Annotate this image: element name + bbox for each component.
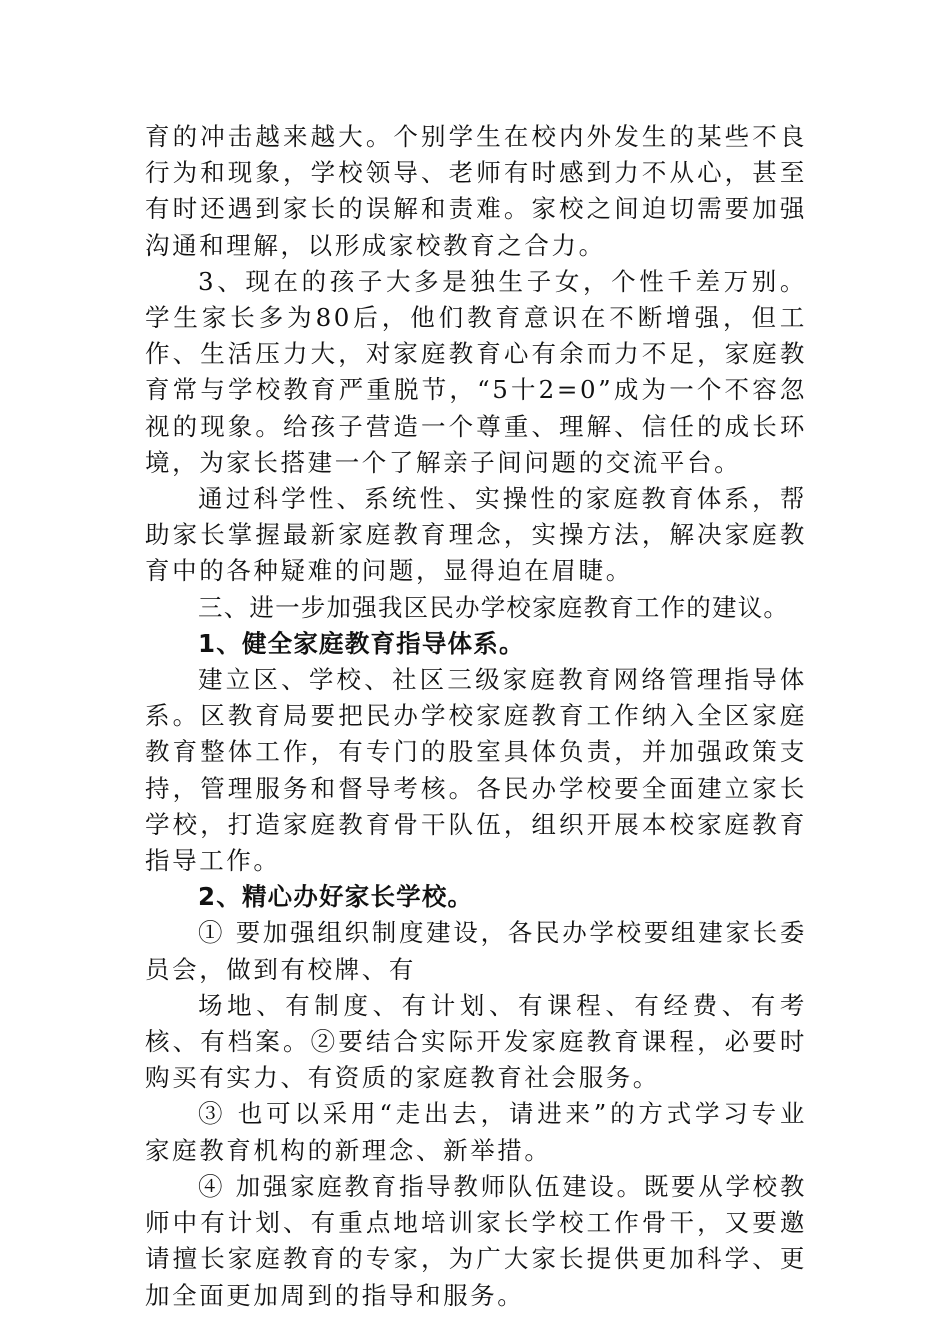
subheading-1: 1、健全家庭教育指导体系。: [198, 628, 525, 658]
body-paragraph-7: ③ 也可以采用“走出去，请进来”的方式学习专业家庭教育机构的新理念、新举措。: [145, 1099, 807, 1165]
body-paragraph-5: ① 要加强组织制度建设，各民办学校要组建家长委员会，做到有校牌、有: [145, 918, 807, 984]
subheading-2: 2、精心办好家长学校。: [198, 882, 474, 912]
body-paragraph-3: 通过科学性、系统性、实操性的家庭教育体系，帮助家长掌握最新家庭教育理念，实操方法，解决家庭教育中的各种疑难的问题，显得迫在眉睫。: [145, 484, 807, 586]
body-paragraph-8: ④ 加强家庭教育指导教师队伍建设。既要从学校教师中有计划、有重点地培训家长学校工作骨干，又要邀请擅长家庭教育的专家，为广大家长提供更加科学、更加全面更加周到的指导和服务。: [145, 1171, 807, 1310]
document-page: [145, 119, 807, 1314]
body-paragraph-2: 3、现在的孩子大多是独生子女，个性千差万别。学生家长多为80后，他们教育意识在不断增强，但工作、生活压力大，对家庭教育心有余而力不足，家庭教育常与学校教育严重脱节，“5十2=0”成为一个不容忽视的现象。给孩子营造一个尊重、理解、信任的成长环境，为家长搭建一个了解亲子间问题的交流平台。: [145, 266, 807, 477]
body-paragraph-4: 建立区、学校、社区三级家庭教育网络管理指导体系。区教育局要把民办学校家庭教育工作纳入全区家庭教育整体工作，有专门的股室具体负责，并加强政策支持，管理服务和督导考核。各民办学校要全面建立家长学校，打造家庭教育骨干队伍，组织开展本校家庭教育指导工作。: [145, 665, 807, 876]
body-paragraph-1: 育的冲击越来越大。个别学生在校内外发生的某些不良行为和现象，学校领导、老师有时感到力不从心，甚至有时还遇到家长的误解和责难。家校之间迫切需要加强沟通和理解，以形成家校教育之合力。: [145, 122, 807, 260]
body-paragraph-6: 场地、有制度、有计划、有课程、有经费、有考核、有档案。②要结合实际开发家庭教育课程，必要时购买有实力、有资质的家庭教育社会服务。: [145, 990, 807, 1093]
section-heading-3: 三、进一步加强我区民办学校家庭教育工作的建议。: [198, 592, 790, 622]
